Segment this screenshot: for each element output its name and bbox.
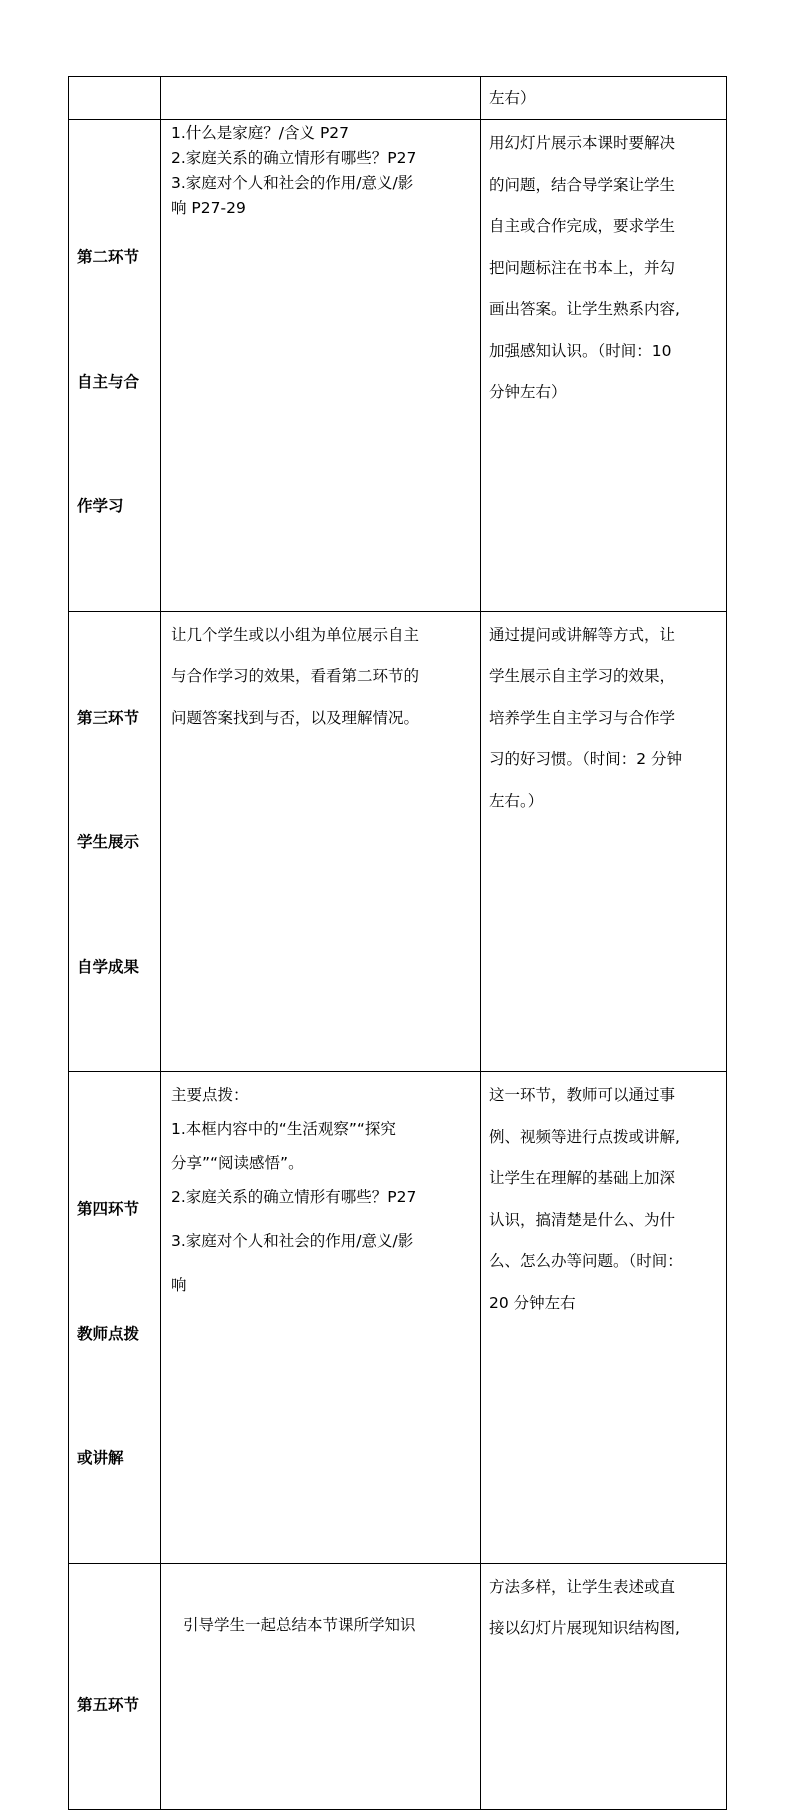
stage-cell — [69, 1072, 161, 1564]
note-line: 通过提问或讲解等方式，让 — [489, 625, 676, 644]
note-cell — [481, 77, 727, 120]
note-line: 把问题标注在书本上，并勾 — [489, 258, 676, 277]
note-line: 加强感知认识。（时间：10 — [489, 341, 672, 360]
content-line: 3.家庭对个人和社会的作用/意义/影 — [171, 1232, 414, 1250]
content-cell — [161, 1072, 481, 1564]
stage-cell — [69, 77, 161, 120]
note-line: 方法多样，让学生表述或直 — [489, 1577, 676, 1596]
content-line: 分享”“阅读感悟”。 — [171, 1154, 304, 1172]
content-line: 响 P27-29 — [171, 199, 246, 217]
note-line: 左右） — [489, 89, 536, 107]
content-line: 让几个学生或以小组为单位展示自主 — [171, 625, 420, 644]
note-line: 的问题，结合导学案让学生 — [489, 175, 676, 194]
note-line: 么、怎么办等问题。（时间： — [489, 1252, 683, 1270]
note-cell — [481, 1563, 727, 1810]
table-row — [69, 611, 727, 1072]
note-cell — [481, 1072, 727, 1564]
stage-label: 或讲解 — [77, 1449, 124, 1467]
note-line: 这一环节，教师可以通过事 — [489, 1086, 676, 1104]
stage-label: 作学习 — [77, 497, 124, 515]
note-line: 20 分钟左右 — [489, 1293, 576, 1312]
stage-cell — [69, 120, 161, 612]
table-row — [69, 77, 727, 120]
lesson-plan-table — [68, 76, 727, 1810]
note-line: 例、视频等进行点拨或讲解, — [489, 1127, 680, 1146]
note-line: 左右。） — [489, 791, 544, 810]
stage-label: 第四环节 — [77, 1200, 140, 1218]
stage-cell — [69, 1563, 161, 1810]
content-line: 问题答案找到与否，以及理解情况。 — [171, 708, 420, 727]
content-line: 响 — [171, 1276, 187, 1294]
content-line: 引导学生一起总结本节课所学知识 — [183, 1615, 416, 1634]
content-line: 1.什么是家庭？/含义 P27 — [171, 124, 350, 142]
content-line: 2.家庭关系的确立情形有哪些？P27 — [171, 149, 417, 167]
stage-label: 学生展示 — [77, 833, 140, 851]
note-line: 学生展示自主学习的效果， — [489, 667, 676, 685]
content-line: 2.家庭关系的确立情形有哪些？P27 — [171, 1188, 417, 1206]
content-line: 3.家庭对个人和社会的作用/意义/影 — [171, 174, 414, 192]
table-row — [69, 1563, 727, 1810]
note-line: 接以幻灯片展现知识结构图, — [489, 1619, 680, 1637]
note-line: 培养学生自主学习与合作学 — [489, 708, 676, 727]
note-line: 让学生在理解的基础上加深 — [489, 1169, 676, 1187]
stage-label: 自学成果 — [77, 957, 140, 976]
note-line: 分钟左右） — [489, 383, 567, 401]
stage-label: 第三环节 — [77, 708, 140, 727]
content-line: 主要点拨： — [171, 1086, 249, 1104]
stage-label: 自主与合 — [77, 372, 140, 391]
note-line: 习的好习惯。（时间：2 分钟 — [489, 750, 683, 768]
content-line: 1.本框内容中的“生活观察”“探究 — [171, 1120, 396, 1138]
stage-label: 第二环节 — [77, 248, 140, 266]
table-row — [69, 1072, 727, 1564]
note-line: 认识，搞清楚是什么、为什 — [489, 1210, 676, 1229]
note-line: 画出答案。让学生熟系内容, — [489, 300, 680, 318]
content-cell — [161, 1563, 481, 1810]
stage-cell — [69, 611, 161, 1072]
note-line: 用幻灯片展示本课时要解决 — [489, 134, 676, 152]
note-cell — [481, 120, 727, 612]
stage-label: 第五环节 — [77, 1695, 140, 1714]
stage-label: 教师点拨 — [77, 1324, 140, 1343]
content-cell — [161, 611, 481, 1072]
note-cell — [481, 611, 727, 1072]
content-line: 与合作学习的效果，看看第二环节的 — [171, 667, 420, 685]
content-cell — [161, 120, 481, 612]
note-line: 自主或合作完成，要求学生 — [489, 217, 676, 235]
table-row — [69, 120, 727, 612]
content-cell — [161, 77, 481, 120]
